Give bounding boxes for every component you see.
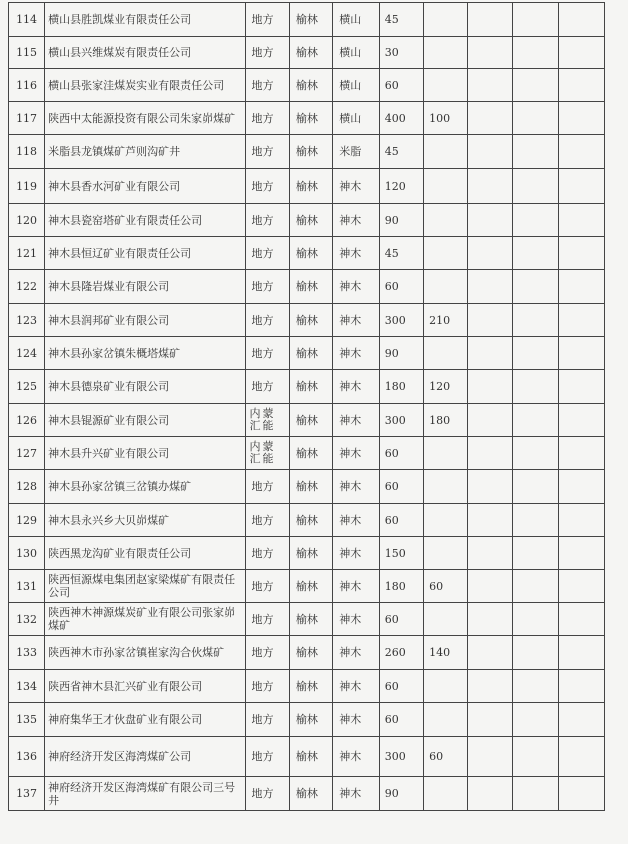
blank-cell <box>467 370 512 404</box>
county-name: 神木 <box>333 470 379 504</box>
row-number: 129 <box>9 504 45 537</box>
city-name: 榆林 <box>289 737 332 777</box>
blank-cell <box>512 204 558 237</box>
blank-cell <box>467 737 512 777</box>
reduction-value <box>424 169 467 204</box>
blank-cell <box>467 204 512 237</box>
company-name: 陕西恒源煤电集团赵家梁煤矿有限责任公司 <box>45 570 245 603</box>
city-name: 榆林 <box>289 204 332 237</box>
ownership-type: 地方 <box>245 337 289 370</box>
ownership-type: 地方 <box>245 270 289 304</box>
city-name: 榆林 <box>289 3 332 37</box>
blank-cell <box>467 437 512 470</box>
blank-cell <box>467 636 512 670</box>
blank-cell <box>512 370 558 404</box>
ownership-type: 地方 <box>245 670 289 703</box>
table-row <box>9 636 605 670</box>
blank-cell <box>512 304 558 337</box>
company-name: 神木县隆岩煤业有限公司 <box>45 270 245 304</box>
county-name: 横山 <box>333 3 379 37</box>
ownership-type: 地方 <box>245 777 289 811</box>
table-row <box>9 37 605 69</box>
blank-cell <box>512 237 558 270</box>
table-row <box>9 337 605 370</box>
blank-cell <box>559 737 605 777</box>
city-name: 榆林 <box>289 169 332 204</box>
table-row <box>9 470 605 504</box>
capacity-value: 150 <box>379 537 423 570</box>
ownership-type: 内蒙汇能 <box>245 437 289 470</box>
company-name: 神府集华王才伙盘矿业有限公司 <box>45 703 245 737</box>
table-row <box>9 69 605 102</box>
blank-cell <box>559 504 605 537</box>
capacity-value: 300 <box>379 404 423 437</box>
county-name: 神木 <box>333 777 379 811</box>
blank-cell <box>512 404 558 437</box>
company-name: 神府经济开发区海湾煤矿公司 <box>45 737 245 777</box>
reduction-value <box>424 204 467 237</box>
reduction-value <box>424 69 467 102</box>
company-name: 神木县润邦矿业有限公司 <box>45 304 245 337</box>
table-row <box>9 570 605 603</box>
county-name: 米脂 <box>333 135 379 169</box>
reduction-value <box>424 437 467 470</box>
county-name: 神木 <box>333 636 379 670</box>
ownership-type: 地方 <box>245 3 289 37</box>
capacity-value: 300 <box>379 737 423 777</box>
company-name: 神木县德泉矿业有限公司 <box>45 370 245 404</box>
row-number: 135 <box>9 703 45 737</box>
ownership-type: 地方 <box>245 703 289 737</box>
ownership-type: 内蒙汇能 <box>245 404 289 437</box>
ownership-type: 地方 <box>245 636 289 670</box>
blank-cell <box>559 777 605 811</box>
ownership-type: 地方 <box>245 135 289 169</box>
capacity-value: 90 <box>379 204 423 237</box>
table-body <box>9 3 605 811</box>
reduction-value <box>424 3 467 37</box>
blank-cell <box>512 504 558 537</box>
city-name: 榆林 <box>289 703 332 737</box>
row-number: 123 <box>9 304 45 337</box>
table-row <box>9 703 605 737</box>
company-name: 横山县张家洼煤炭实业有限责任公司 <box>45 69 245 102</box>
blank-cell <box>559 570 605 603</box>
blank-cell <box>559 270 605 304</box>
blank-cell <box>467 135 512 169</box>
coal-mine-table <box>8 2 605 811</box>
county-name: 横山 <box>333 102 379 135</box>
county-name: 神木 <box>333 570 379 603</box>
blank-cell <box>467 102 512 135</box>
county-name: 神木 <box>333 404 379 437</box>
row-number: 130 <box>9 537 45 570</box>
reduction-value: 180 <box>424 404 467 437</box>
ownership-type: 地方 <box>245 537 289 570</box>
city-name: 榆林 <box>289 670 332 703</box>
capacity-value: 45 <box>379 237 423 270</box>
blank-cell <box>559 237 605 270</box>
capacity-value: 60 <box>379 703 423 737</box>
row-number: 119 <box>9 169 45 204</box>
ownership-type: 地方 <box>245 102 289 135</box>
blank-cell <box>559 437 605 470</box>
row-number: 120 <box>9 204 45 237</box>
table-row <box>9 102 605 135</box>
blank-cell <box>512 135 558 169</box>
capacity-value: 60 <box>379 504 423 537</box>
company-name: 神木县香水河矿业有限公司 <box>45 169 245 204</box>
county-name: 神木 <box>333 504 379 537</box>
ownership-type: 地方 <box>245 169 289 204</box>
reduction-value <box>424 670 467 703</box>
company-name: 神木县恒辽矿业有限责任公司 <box>45 237 245 270</box>
row-number: 121 <box>9 237 45 270</box>
blank-cell <box>512 737 558 777</box>
county-name: 神木 <box>333 537 379 570</box>
table-row <box>9 370 605 404</box>
table-row <box>9 404 605 437</box>
ownership-type: 地方 <box>245 570 289 603</box>
company-name: 神木县瓷窑塔矿业有限责任公司 <box>45 204 245 237</box>
blank-cell <box>559 670 605 703</box>
ownership-type: 地方 <box>245 237 289 270</box>
ownership-type: 地方 <box>245 504 289 537</box>
reduction-value <box>424 37 467 69</box>
reduction-value <box>424 135 467 169</box>
table-row <box>9 777 605 811</box>
company-name: 陕西省神木县汇兴矿业有限公司 <box>45 670 245 703</box>
company-name: 横山县兴维煤炭有限责任公司 <box>45 37 245 69</box>
capacity-value: 90 <box>379 337 423 370</box>
blank-cell <box>512 537 558 570</box>
company-name: 米脂县龙镇煤矿芦则沟矿井 <box>45 135 245 169</box>
blank-cell <box>559 636 605 670</box>
blank-cell <box>467 69 512 102</box>
reduction-value <box>424 337 467 370</box>
city-name: 榆林 <box>289 537 332 570</box>
row-number: 122 <box>9 270 45 304</box>
reduction-value: 60 <box>424 570 467 603</box>
blank-cell <box>467 504 512 537</box>
reduction-value: 100 <box>424 102 467 135</box>
blank-cell <box>559 37 605 69</box>
row-number: 117 <box>9 102 45 135</box>
blank-cell <box>512 570 558 603</box>
table-row <box>9 204 605 237</box>
reduction-value: 120 <box>424 370 467 404</box>
capacity-value: 300 <box>379 304 423 337</box>
blank-cell <box>512 470 558 504</box>
row-number: 116 <box>9 69 45 102</box>
city-name: 榆林 <box>289 404 332 437</box>
row-number: 125 <box>9 370 45 404</box>
row-number: 127 <box>9 437 45 470</box>
capacity-value: 45 <box>379 3 423 37</box>
blank-cell <box>559 404 605 437</box>
row-number: 115 <box>9 37 45 69</box>
city-name: 榆林 <box>289 270 332 304</box>
table-row <box>9 270 605 304</box>
capacity-value: 60 <box>379 69 423 102</box>
blank-cell <box>467 537 512 570</box>
blank-cell <box>512 169 558 204</box>
ownership-type: 地方 <box>245 370 289 404</box>
blank-cell <box>467 304 512 337</box>
city-name: 榆林 <box>289 102 332 135</box>
reduction-value <box>424 270 467 304</box>
city-name: 榆林 <box>289 304 332 337</box>
blank-cell <box>467 703 512 737</box>
county-name: 神木 <box>333 304 379 337</box>
ownership-type: 地方 <box>245 470 289 504</box>
reduction-value <box>424 777 467 811</box>
blank-cell <box>467 3 512 37</box>
city-name: 榆林 <box>289 370 332 404</box>
capacity-value: 60 <box>379 670 423 703</box>
county-name: 横山 <box>333 37 379 69</box>
blank-cell <box>512 777 558 811</box>
city-name: 榆林 <box>289 135 332 169</box>
city-name: 榆林 <box>289 603 332 636</box>
row-number: 132 <box>9 603 45 636</box>
row-number: 126 <box>9 404 45 437</box>
blank-cell <box>467 670 512 703</box>
reduction-value <box>424 237 467 270</box>
county-name: 神木 <box>333 603 379 636</box>
capacity-value: 180 <box>379 370 423 404</box>
reduction-value <box>424 703 467 737</box>
blank-cell <box>559 102 605 135</box>
table-row <box>9 304 605 337</box>
table-row <box>9 237 605 270</box>
blank-cell <box>512 437 558 470</box>
city-name: 榆林 <box>289 636 332 670</box>
city-name: 榆林 <box>289 37 332 69</box>
table-row <box>9 670 605 703</box>
blank-cell <box>467 603 512 636</box>
table-row <box>9 169 605 204</box>
county-name: 神木 <box>333 437 379 470</box>
company-name: 陕西神木神源煤炭矿业有限公司张家峁煤矿 <box>45 603 245 636</box>
blank-cell <box>467 470 512 504</box>
ownership-type: 地方 <box>245 204 289 237</box>
reduction-value: 140 <box>424 636 467 670</box>
blank-cell <box>559 370 605 404</box>
company-name: 陕西黑龙沟矿业有限责任公司 <box>45 537 245 570</box>
row-number: 128 <box>9 470 45 504</box>
city-name: 榆林 <box>289 570 332 603</box>
capacity-value: 400 <box>379 102 423 135</box>
blank-cell <box>559 169 605 204</box>
blank-cell <box>559 304 605 337</box>
table-row <box>9 135 605 169</box>
company-name: 陕西神木市孙家岔镇崔家沟合伙煤矿 <box>45 636 245 670</box>
county-name: 神木 <box>333 204 379 237</box>
ownership-type: 地方 <box>245 737 289 777</box>
row-number: 133 <box>9 636 45 670</box>
row-number: 131 <box>9 570 45 603</box>
capacity-value: 60 <box>379 470 423 504</box>
blank-cell <box>559 603 605 636</box>
blank-cell <box>559 69 605 102</box>
city-name: 榆林 <box>289 437 332 470</box>
ownership-type: 地方 <box>245 304 289 337</box>
county-name: 神木 <box>333 670 379 703</box>
blank-cell <box>512 337 558 370</box>
blank-cell <box>512 270 558 304</box>
county-name: 神木 <box>333 737 379 777</box>
city-name: 榆林 <box>289 69 332 102</box>
city-name: 榆林 <box>289 237 332 270</box>
company-name: 神木县永兴乡大贝峁煤矿 <box>45 504 245 537</box>
company-name: 神木县孙家岔镇三岔镇办煤矿 <box>45 470 245 504</box>
blank-cell <box>467 337 512 370</box>
capacity-value: 60 <box>379 270 423 304</box>
city-name: 榆林 <box>289 777 332 811</box>
company-name: 神府经济开发区海湾煤矿有限公司三号井 <box>45 777 245 811</box>
blank-cell <box>512 603 558 636</box>
row-number: 137 <box>9 777 45 811</box>
blank-cell <box>512 37 558 69</box>
blank-cell <box>512 636 558 670</box>
capacity-value: 260 <box>379 636 423 670</box>
row-number: 134 <box>9 670 45 703</box>
reduction-value <box>424 537 467 570</box>
ownership-type: 地方 <box>245 37 289 69</box>
company-name: 陕西中太能源投资有限公司朱家峁煤矿 <box>45 102 245 135</box>
reduction-value <box>424 504 467 537</box>
company-name: 横山县胜凯煤业有限责任公司 <box>45 3 245 37</box>
blank-cell <box>467 777 512 811</box>
blank-cell <box>467 237 512 270</box>
table-row <box>9 737 605 777</box>
blank-cell <box>512 3 558 37</box>
reduction-value <box>424 603 467 636</box>
company-name: 神木县升兴矿业有限公司 <box>45 437 245 470</box>
reduction-value: 60 <box>424 737 467 777</box>
row-number: 114 <box>9 3 45 37</box>
city-name: 榆林 <box>289 504 332 537</box>
reduction-value <box>424 470 467 504</box>
county-name: 横山 <box>333 69 379 102</box>
blank-cell <box>559 204 605 237</box>
row-number: 136 <box>9 737 45 777</box>
row-number: 118 <box>9 135 45 169</box>
row-number: 124 <box>9 337 45 370</box>
capacity-value: 60 <box>379 437 423 470</box>
county-name: 神木 <box>333 169 379 204</box>
blank-cell <box>467 570 512 603</box>
blank-cell <box>559 537 605 570</box>
company-name: 神木县孙家岔镇朱概塔煤矿 <box>45 337 245 370</box>
table-row <box>9 537 605 570</box>
capacity-value: 45 <box>379 135 423 169</box>
city-name: 榆林 <box>289 470 332 504</box>
blank-cell <box>467 270 512 304</box>
county-name: 神木 <box>333 270 379 304</box>
blank-cell <box>559 470 605 504</box>
blank-cell <box>559 3 605 37</box>
capacity-value: 120 <box>379 169 423 204</box>
blank-cell <box>467 37 512 69</box>
ownership-type: 地方 <box>245 603 289 636</box>
county-name: 神木 <box>333 703 379 737</box>
capacity-value: 30 <box>379 37 423 69</box>
ownership-type: 地方 <box>245 69 289 102</box>
table-row <box>9 504 605 537</box>
capacity-value: 90 <box>379 777 423 811</box>
company-name: 神木县锟源矿业有限公司 <box>45 404 245 437</box>
blank-cell <box>467 404 512 437</box>
blank-cell <box>512 703 558 737</box>
table-row <box>9 437 605 470</box>
blank-cell <box>467 169 512 204</box>
county-name: 神木 <box>333 237 379 270</box>
blank-cell <box>559 703 605 737</box>
table-row <box>9 3 605 37</box>
table-row <box>9 603 605 636</box>
blank-cell <box>559 337 605 370</box>
blank-cell <box>512 670 558 703</box>
county-name: 神木 <box>333 370 379 404</box>
capacity-value: 180 <box>379 570 423 603</box>
capacity-value: 60 <box>379 603 423 636</box>
reduction-value: 210 <box>424 304 467 337</box>
blank-cell <box>512 69 558 102</box>
city-name: 榆林 <box>289 337 332 370</box>
county-name: 神木 <box>333 337 379 370</box>
blank-cell <box>512 102 558 135</box>
blank-cell <box>559 135 605 169</box>
